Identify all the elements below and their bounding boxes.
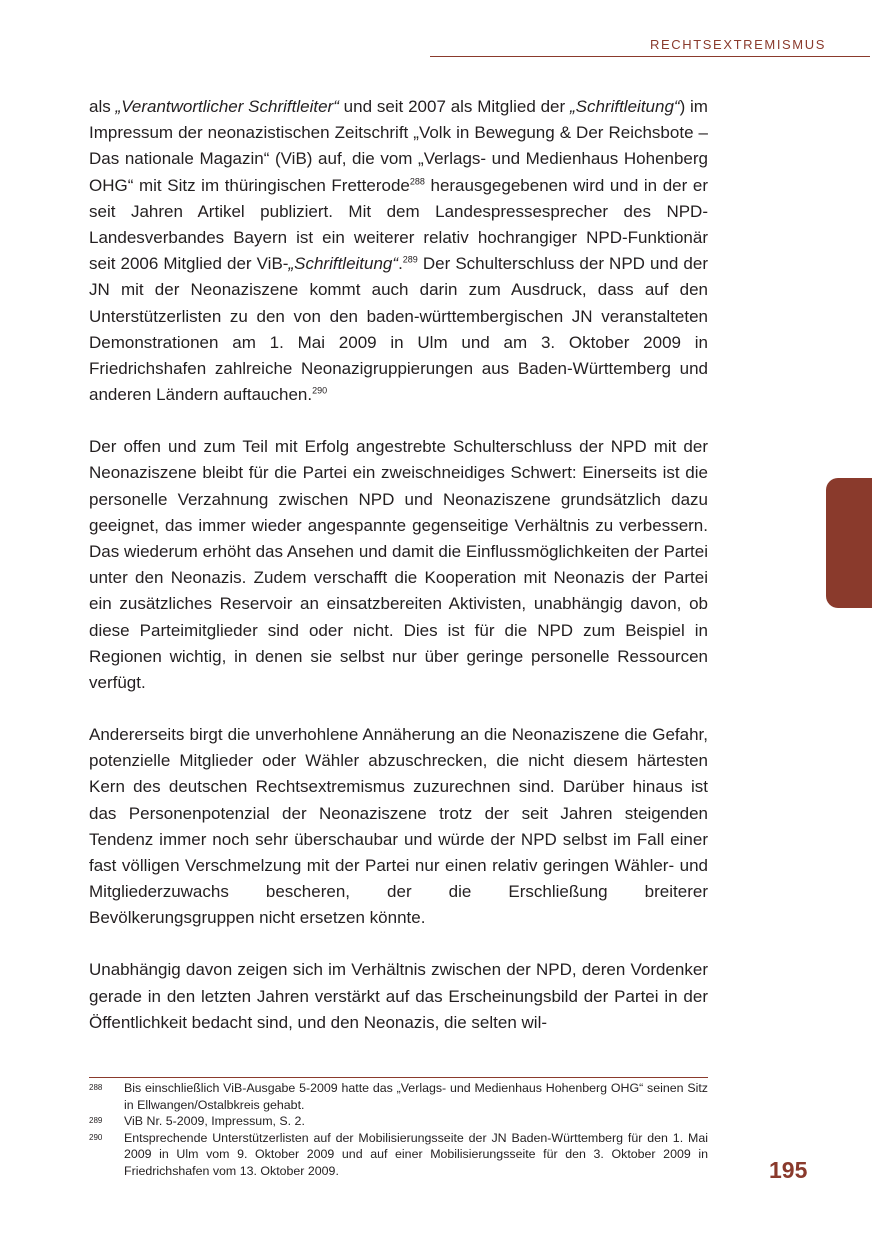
footnote-text: Entsprechende Unterstützerlisten auf der Mobilisierungsseite der JN Baden-Württemberg für den 1. Mai 2009 in Ulm vom 9. Oktober 2009 und auf einer Mobilisierungsseite für den 3. Oktober 2009 in Friedrichshafen vom 13. Oktober 2009. — [124, 1130, 708, 1178]
text-run: . — [398, 254, 403, 274]
text-run: Unabhängig davon zeigen sich im Verhältnis zwischen der NPD, deren Vordenker gerade in den letzten Jahren verstärkt auf das Erscheinungsbild der Partei in der Öffentlichkeit bedacht sind, und den Neonazis, die selten wil- — [89, 960, 708, 1032]
footnote-ref: 290 — [312, 385, 328, 396]
text-run: ) im Impressum der neonazistischen Zeitschrift „Volk in Bewegung & Der Reichsbote – Das nationale Magazin“ (ViB) auf, die vom „Verlags- und Medienhaus Hohenberg OHG“ mit Sitz im thüringischen Fretterode — [89, 97, 708, 195]
italic-run: „Schriftleitung“ — [569, 97, 680, 116]
paragraph — [89, 722, 708, 932]
header-rule — [430, 56, 870, 57]
page-number: 195 — [769, 1157, 808, 1183]
running-header: RECHTSEXTREMISMUS — [650, 37, 826, 52]
footnote — [89, 1130, 708, 1180]
footnote — [89, 1113, 708, 1130]
italic-run: „Schriftleitung“ — [288, 254, 399, 274]
text-run: herausgegebenen wird und in der er seit Jahren Artikel publiziert. Mit dem Landespressesprecher des NPD-Landesverbandes Bayern ist ein weiterer relativ hochrangiger NPD-Funktionär seit 2006 Mitglied der ViB- — [89, 175, 708, 274]
paragraph — [89, 434, 708, 696]
italic-run: „Verantwortlicher Schriftleiter“ — [115, 97, 339, 116]
footnote-text: Bis einschließlich ViB-Ausgabe 5-2009 hatte das „Verlags- und Medienhaus Hohenberg OHG“ seinen Sitz in Ellwangen/Ostalbkreis gehabt. — [124, 1081, 708, 1112]
text-run: Der offen und zum Teil mit Erfolg angestrebte Schulterschluss der NPD mit der Neonaziszene bleibt für die Partei ein zweischneidiges Schwert: Einerseits ist die personelle Verzahnung zwischen NPD und Neonaziszene grundsätzlich dazu geeignet, das immer wieder angespannte gegenseitige Verhältnis zu verbessern. Das wiederum erhöht das Ansehen und damit die Einflussmöglichkeiten der Partei unter den Neonazis. Zudem verschafft die Kooperation mit Neonazis der Partei ein zusätzliches Reservoir an einsatzbereiten Aktivisten, unabhängig davon, ob diese Parteimitglieder sind oder nicht. Dies ist für die NPD zum Beispiel in Regionen wichtig, in denen sie selbst nur über geringe personelle Ressourcen verfügt. — [89, 437, 708, 693]
text-run: Der Schulterschluss der NPD und der JN mit der Neonaziszene kommt auch darin zum Ausdruck, dass auf den Unterstützerlisten zu den von den baden-württembergischen JN veranstalteten Demonstrationen am 1. Mai 2009 in Ulm und am 3. Oktober 2009 in Friedrichshafen zahlreiche Neonazigruppierungen aus Baden-Württemberg und anderen Ländern auftauchen. — [89, 254, 708, 405]
text-run: Andererseits birgt die unverhohlene Annäherung an die Neonaziszene die Gefahr, potenzielle Mitglieder oder Wähler abzuschrecken, die nicht diesem härtesten Kern des deutschen Rechtsextremismus zuzurechnen sind. Darüber hinaus ist das Personenpotenzial der Neonaziszene trotz der seit Jahren steigenden Tendenz immer noch sehr überschaubar und würde der NPD selbst im Fall einer fast völligen Verschmelzung mit der Partei nur einen relativ geringen Wähler- und Mitgliederzuwachs bescheren, der die Erschließung breiterer Bevölkerungsgruppen nicht ersetzen könnte. — [89, 725, 708, 928]
footnote-number: 290 — [89, 1132, 103, 1142]
chapter-tab-marker — [826, 478, 872, 608]
footnote — [89, 1080, 708, 1113]
footnote-number: 288 — [89, 1083, 103, 1092]
footnote-ref: 289 — [402, 254, 418, 265]
footnotes — [89, 1080, 708, 1180]
paragraph — [89, 94, 708, 408]
body-text — [89, 94, 708, 1062]
footnote-text: ViB Nr. 5-2009, Impressum, S. 2. — [124, 1114, 305, 1129]
paragraph — [89, 957, 708, 1036]
footnote-number: 289 — [89, 1116, 103, 1126]
text-run: als — [89, 97, 116, 116]
footnote-rule — [89, 1077, 708, 1078]
text-run: und seit 2007 als Mitglied der — [338, 97, 570, 116]
footnote-ref: 288 — [409, 175, 425, 186]
